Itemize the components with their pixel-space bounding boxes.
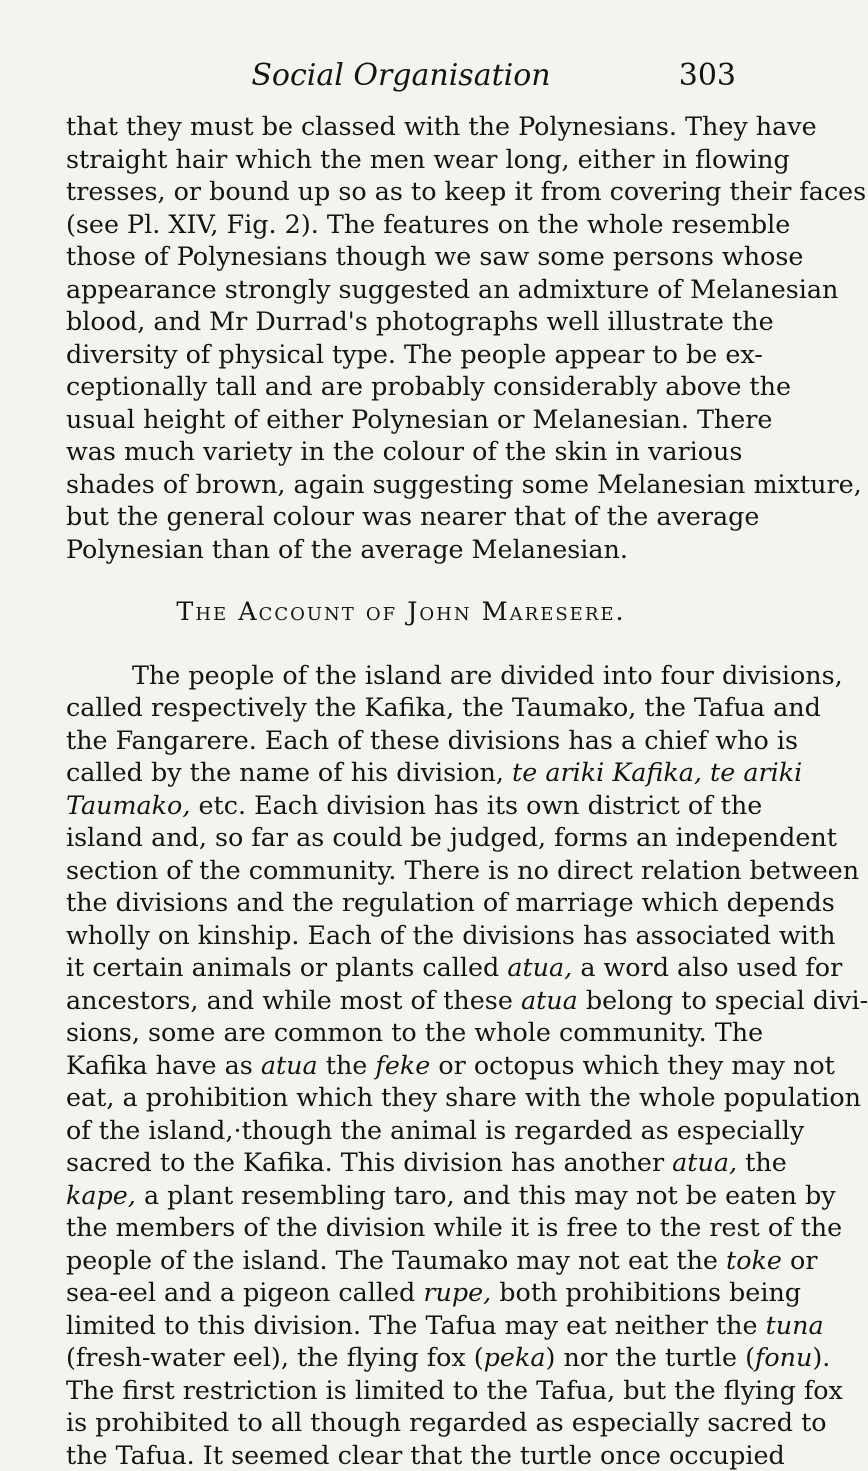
text-line: sions, some are common to the whole community. The bbox=[66, 1016, 736, 1049]
text-line: appearance strongly suggested an admixture of Melanesian bbox=[66, 273, 736, 306]
native-term: kape, bbox=[66, 1180, 136, 1210]
text-line: it certain animals or plants called atua, a word also used for bbox=[66, 951, 736, 984]
native-term: te ariki Kafika, te ariki bbox=[512, 757, 802, 787]
native-term: atua bbox=[521, 985, 578, 1015]
text-line: eat, a prohibition which they share with the whole population bbox=[66, 1081, 736, 1114]
page-number: 303 bbox=[679, 58, 736, 93]
text-line: but the general colour was nearer that of the average bbox=[66, 500, 736, 533]
text-line: is prohibited to all though regarded as especially sacred to bbox=[66, 1406, 736, 1439]
native-term: fonu bbox=[755, 1342, 812, 1372]
native-term: atua, bbox=[507, 952, 572, 982]
running-title: Social Organisation bbox=[66, 58, 736, 93]
text-line: those of Polynesians though we saw some persons whose bbox=[66, 240, 736, 273]
text-line: Taumako, etc. Each division has its own district of the bbox=[66, 789, 736, 822]
text-line: was much variety in the colour of the skin in various bbox=[66, 435, 736, 468]
text-line: (fresh-water eel), the flying fox (peka) nor the turtle (fonu). bbox=[66, 1341, 736, 1374]
text-line: the divisions and the regulation of marriage which depends bbox=[66, 886, 736, 919]
page-header bbox=[66, 58, 736, 102]
text-line: shades of brown, again suggesting some Melanesian mixture, bbox=[66, 468, 736, 501]
native-term: toke bbox=[726, 1245, 782, 1275]
text-line: called by the name of his division, te ariki Kafika, te ariki bbox=[66, 756, 736, 789]
text-line: (see Pl. XIV, Fig. 2). The features on the whole resemble bbox=[66, 208, 736, 241]
text-line: blood, and Mr Durrad's photographs well illustrate the bbox=[66, 305, 736, 338]
text-line: ceptionally tall and are probably considerably above the bbox=[66, 370, 736, 403]
paragraph-physical-description bbox=[66, 110, 736, 565]
text-line: ancestors, and while most of these atua belong to special divi- bbox=[66, 984, 736, 1017]
text-line: straight hair which the men wear long, either in flowing bbox=[66, 143, 736, 176]
text-line: The first restriction is limited to the Tafua, but the flying fox bbox=[66, 1374, 736, 1407]
text-line: wholly on kinship. Each of the divisions has associated with bbox=[66, 919, 736, 952]
text-line: that they must be classed with the Polynesians. They have bbox=[66, 110, 736, 143]
text-line: the members of the division while it is free to the rest of the bbox=[66, 1211, 736, 1244]
text-line: island and, so far as could be judged, forms an independent bbox=[66, 821, 736, 854]
native-term: atua, bbox=[672, 1147, 737, 1177]
native-term: rupe, bbox=[423, 1277, 491, 1307]
text-line: section of the community. There is no direct relation between bbox=[66, 854, 736, 887]
native-term: peka bbox=[484, 1342, 546, 1372]
text-line: tresses, or bound up so as to keep it from covering their faces bbox=[66, 175, 736, 208]
section-heading: The Account of John Maresere. bbox=[66, 595, 736, 628]
text-line: Polynesian than of the average Melanesian. bbox=[66, 533, 736, 566]
native-term: feke bbox=[375, 1050, 430, 1080]
text-line: usual height of either Polynesian or Melanesian. There bbox=[66, 403, 736, 436]
native-term: tuna bbox=[766, 1310, 824, 1340]
text-line: of the island,·though the animal is regarded as especially bbox=[66, 1114, 736, 1147]
text-line: sea-eel and a pigeon called rupe, both prohibitions being bbox=[66, 1276, 736, 1309]
text-line: the Fangarere. Each of these divisions has a chief who is bbox=[66, 724, 736, 757]
text-line: kape, a plant resembling taro, and this may not be eaten by bbox=[66, 1179, 736, 1212]
page-body bbox=[66, 110, 736, 1471]
text-line: diversity of physical type. The people appear to be ex- bbox=[66, 338, 736, 371]
text-line: limited to this division. The Tafua may eat neither the tuna bbox=[66, 1309, 736, 1342]
text-line: people of the island. The Taumako may not eat the toke or bbox=[66, 1244, 736, 1277]
text-line: The people of the island are divided into four divisions, bbox=[66, 659, 736, 692]
text-line: called respectively the Kafika, the Taumako, the Tafua and bbox=[66, 691, 736, 724]
text-line: Kafika have as atua the feke or octopus which they may not bbox=[66, 1049, 736, 1082]
text-line: sacred to the Kafika. This division has another atua, the bbox=[66, 1146, 736, 1179]
text-line: the Tafua. It seemed clear that the turtle once occupied bbox=[66, 1439, 736, 1471]
native-term: Taumako, bbox=[66, 790, 190, 820]
native-term: atua bbox=[261, 1050, 318, 1080]
paragraph-divisions bbox=[66, 659, 736, 1471]
